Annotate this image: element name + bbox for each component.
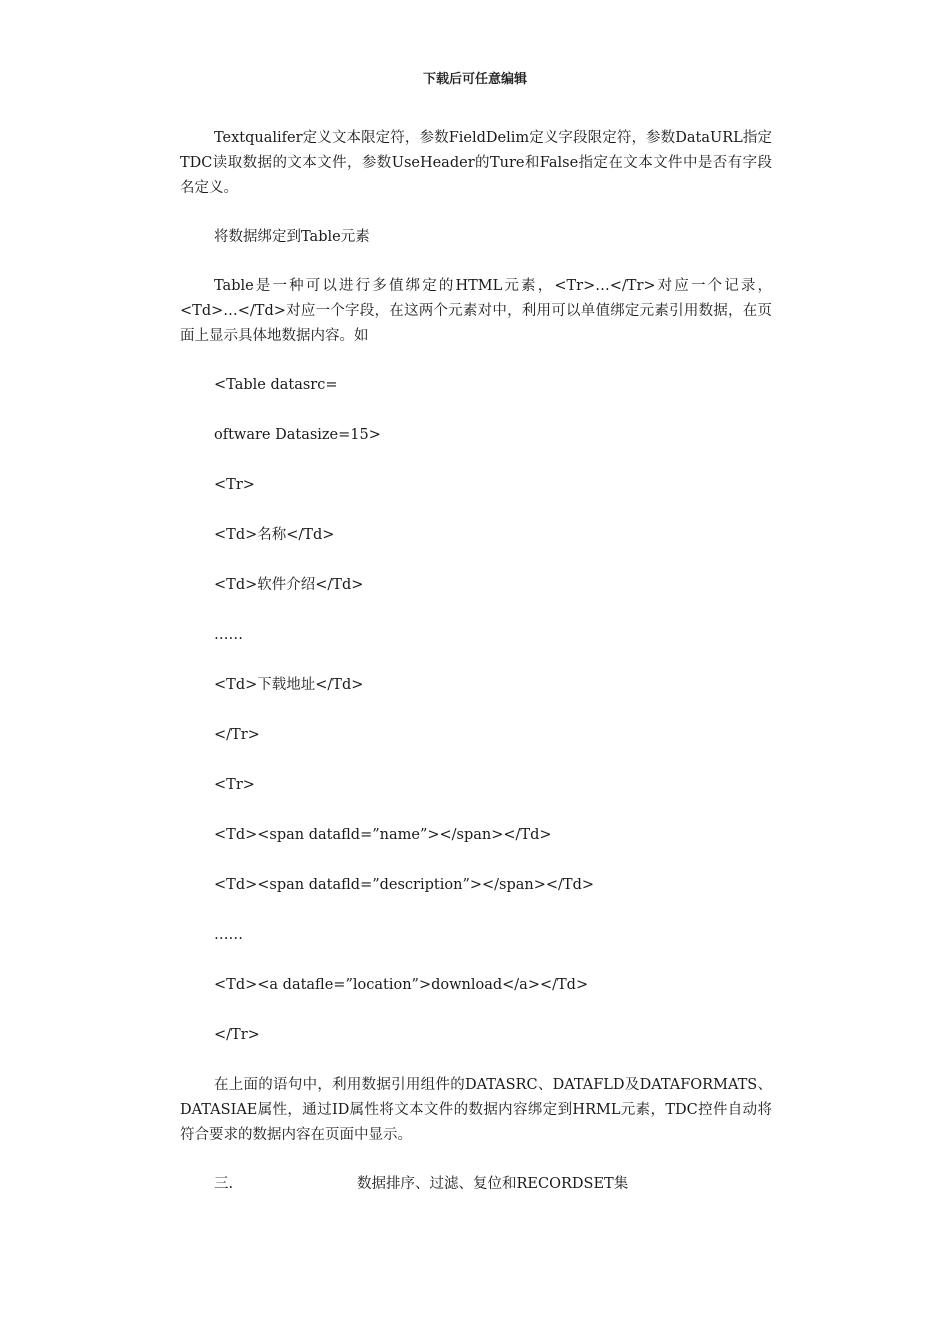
paragraph-bind-table: 将数据绑定到Table元素 bbox=[214, 229, 370, 245]
section-title: 数据排序、过滤、复位和RECORDSET集 bbox=[357, 1176, 629, 1192]
page-header: 下载后可任意编辑 bbox=[422, 72, 527, 87]
paragraph-tdc-params: Textqualifer定义文本限定符，参数FieldDelim定义字段限定符，参数DataURL指定TDC读取数据的文本文件，参数UseHeader的Ture和False指定在文本文件中是否有字段名定义。 bbox=[180, 130, 772, 196]
code-line: <Td>名称</Td> bbox=[214, 527, 335, 543]
code-line: <Td><span datafld=”name”></span></Td> bbox=[214, 827, 552, 843]
code-line: <Td><span datafld=”description”></span></Td> bbox=[214, 877, 595, 893]
code-line: …… bbox=[214, 927, 243, 943]
document-body bbox=[180, 126, 772, 1197]
code-line: <Td>下载地址</Td> bbox=[214, 677, 364, 693]
code-line: oftware Datasize=15> bbox=[214, 427, 381, 443]
code-line: </Tr> bbox=[214, 727, 260, 743]
code-line: <Td>软件介绍</Td> bbox=[214, 577, 364, 593]
code-line: <Td><a datafle=”location”>download</a></Td> bbox=[214, 977, 589, 993]
section-number: 三. bbox=[214, 1176, 234, 1192]
section-heading bbox=[180, 1172, 772, 1197]
code-line: <Tr> bbox=[214, 777, 255, 793]
code-line: …… bbox=[214, 627, 243, 643]
code-line: <Table datasrc= bbox=[214, 377, 338, 393]
code-line: </Tr> bbox=[214, 1027, 260, 1043]
paragraph-summary: 在上面的语句中，利用数据引用组件的DATASRC、DATAFLD及DATAFORMATS、DATASIAE属性，通过ID属性将文本文件的数据内容绑定到HRML元素，TDC控件自动将符合要求的数据内容在页面中显示。 bbox=[180, 1077, 772, 1143]
code-line: <Tr> bbox=[214, 477, 255, 493]
paragraph-table-description: Table是一种可以进行多值绑定的HTML元素，<Tr>…</Tr>对应一个记录，<Td>…</Td>对应一个字段，在这两个元素对中，利用可以单值绑定元素引用数据，在页面上显示具体地数据内容。如 bbox=[180, 278, 772, 344]
